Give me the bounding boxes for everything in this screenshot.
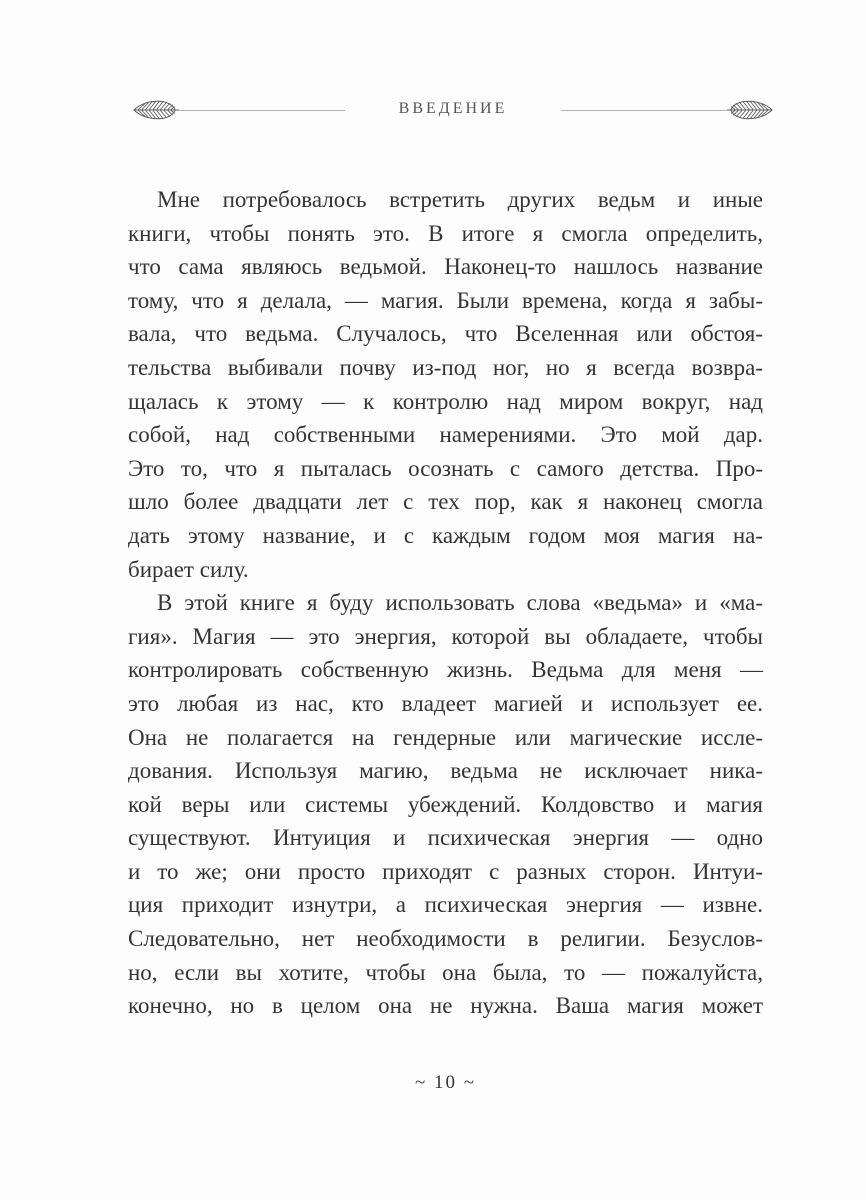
text-line: конечно, но в целом она не нужна. Ваша магия может xyxy=(128,993,763,1019)
text-line: собой, над собственными намерениями. Это мой дар. xyxy=(128,422,763,448)
text-line: шло более двадцати лет с тех пор, как я наконец смогла xyxy=(128,489,763,515)
text-line: что сама являюсь ведьмой. Наконец-то нашлось название xyxy=(128,254,763,280)
chapter-title: ВВЕДЕНИЕ xyxy=(398,100,508,117)
text-line: Это то, что я пыталась осознать с самого детства. Про- xyxy=(128,455,763,481)
text-line: В этой книге я буду использовать слова «ведьма» и «ма- xyxy=(157,590,763,616)
text-line: дования. Используя магию, ведьма не исключает ника- xyxy=(128,758,763,784)
page-footer xyxy=(128,1072,763,1094)
text-line: щалась к этому — к контролю над миром вокруг, над xyxy=(128,388,763,414)
text-line: кой веры или системы убеждений. Колдовство и магия xyxy=(128,791,763,817)
leaf-ornament-left-icon xyxy=(133,97,179,123)
text-line: это любая из нас, кто владеет магией и использует ее. xyxy=(128,690,763,716)
text-line: вала, что ведьма. Случалось, что Вселенная или обстоя- xyxy=(128,321,763,347)
chapter-header xyxy=(133,97,773,123)
body-text xyxy=(128,183,763,1023)
text-line: Следовательно, нет необходимости в религии. Безуслов- xyxy=(128,926,763,952)
header-rule-left xyxy=(179,110,345,111)
header-rule-right xyxy=(561,110,727,111)
text-line: Мне потребовалось встретить других ведьм и иные xyxy=(157,187,763,212)
text-line: книги, чтобы понять это. В итоге я смогла определить, xyxy=(128,220,763,246)
text-line: тельства выбивали почву из-под ног, но я всегда возвра- xyxy=(128,354,763,380)
text-line: но, если вы хотите, чтобы она была, то — пожалуйста, xyxy=(128,959,763,985)
text-line: и то же; они просто приходят с разных сторон. Интуи- xyxy=(128,858,763,884)
text-line: Она не полагается на гендерные или магические иссле- xyxy=(128,724,763,750)
text-line: ция приходит изнутри, а психическая энергия — извне. xyxy=(128,892,763,918)
text-line: гия». Магия — это энергия, которой вы обладаете, чтобы xyxy=(128,623,763,649)
leaf-ornament-right-icon xyxy=(727,97,773,123)
text-line: контролировать собственную жизнь. Ведьма для меня — xyxy=(128,657,763,683)
text-line: дать этому название, и с каждым годом моя магия на- xyxy=(128,522,763,548)
text-line: существуют. Интуиция и психическая энергия — одно xyxy=(128,825,763,851)
text-line: бирает силу. xyxy=(128,556,249,582)
text-line: тому, что я делала, — магия. Были времена, когда я забы- xyxy=(128,287,763,313)
page-number: ~ 10 ~ xyxy=(414,1072,477,1093)
